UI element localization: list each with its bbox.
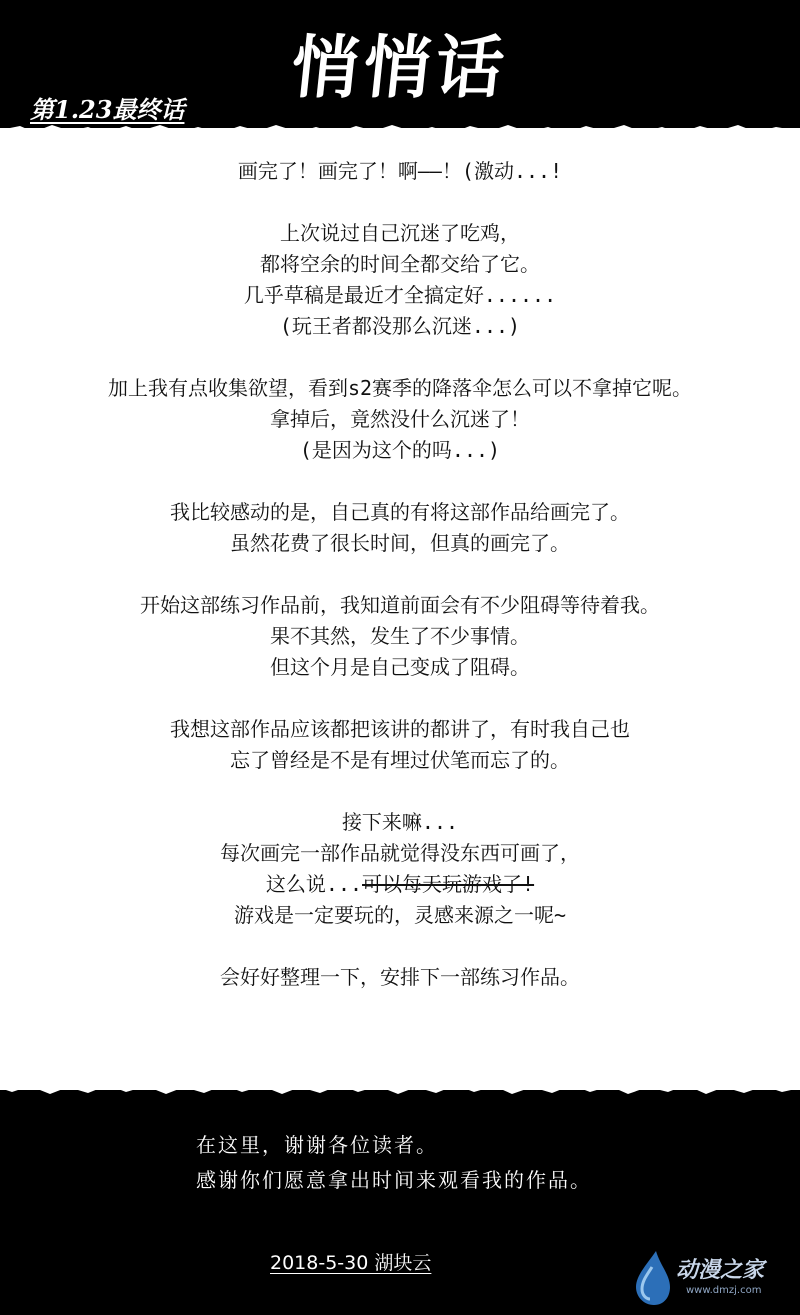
text-line: 每次画完一部作品就觉得没东西可画了， [220,841,580,865]
text-line: 会好好整理一下，安排下一部练习作品。 [220,965,580,989]
text-line: 加上我有点收集欲望，看到s2赛季的降落伞怎么可以不拿掉它呢。 [107,376,693,400]
paragraph-3 [0,373,800,466]
struck-text: 可以每天玩游戏了! [362,872,535,896]
paragraph-4 [0,497,800,559]
page-title: 悄悄话 [287,29,512,108]
paragraph-2 [0,218,800,342]
paragraph-7 [0,807,800,931]
text-line: 接下来嘛... [341,810,459,834]
text-line: 几乎草稿是最近才全搞定好...... [243,283,557,307]
paragraph-8 [0,962,800,993]
text-line: 游戏是一定要玩的，灵感来源之一呢~ [233,903,567,927]
signature-date: 2018-5-30 湖块云 [270,1252,432,1274]
torn-edge-bottom [0,1082,800,1096]
thanks-line-1: 在这里，谢谢各位读者。 [196,1133,438,1157]
text-line: 开始这部练习作品前，我知道前面会有不少阻碍等待着我。 [140,593,660,617]
text-line: 但这个月是自己变成了阻碍。 [270,655,530,679]
chapter-subtitle: 第1.23最终话 [30,95,185,124]
text-line: 拿掉后，竟然没什么沉迷了！ [270,407,530,431]
text-line: 都将空余的时间全都交给了它。 [260,252,540,276]
watermark-text: 动漫之家 [676,1258,765,1283]
thanks-message [196,1128,592,1198]
paragraph-6 [0,714,800,776]
text-line: (玩王者都没那么沉迷...) [279,314,521,338]
text-line: 我比较感动的是，自己真的有将这部作品给画完了。 [170,500,630,524]
watermark-logo [630,1247,790,1309]
paragraph-1 [0,156,800,187]
torn-edge-top [0,122,800,136]
paragraph-5 [0,590,800,683]
strike-line [0,869,800,900]
text-line: 上次说过自己沉迷了吃鸡， [280,221,520,245]
text-line: 忘了曾经是不是有埋过伏笔而忘了的。 [230,748,570,772]
message-body [0,156,800,1024]
watermark-url: www.dmzj.com [686,1285,762,1296]
drop-logo-icon [630,1249,674,1307]
thanks-line-2: 感谢你们愿意拿出时间来观看我的作品。 [196,1168,592,1192]
text-line: 虽然花费了很长时间，但真的画完了。 [230,531,570,555]
text-line: 我想这部作品应该都把该讲的都讲了，有时我自己也 [170,717,630,741]
text-line: 画完了！画完了！啊——！(激动...! [237,159,563,183]
text-line: 果不其然，发生了不少事情。 [270,624,530,648]
text-line: (是因为这个的吗...) [299,438,501,462]
strike-prefix: 这么说... [265,872,363,896]
